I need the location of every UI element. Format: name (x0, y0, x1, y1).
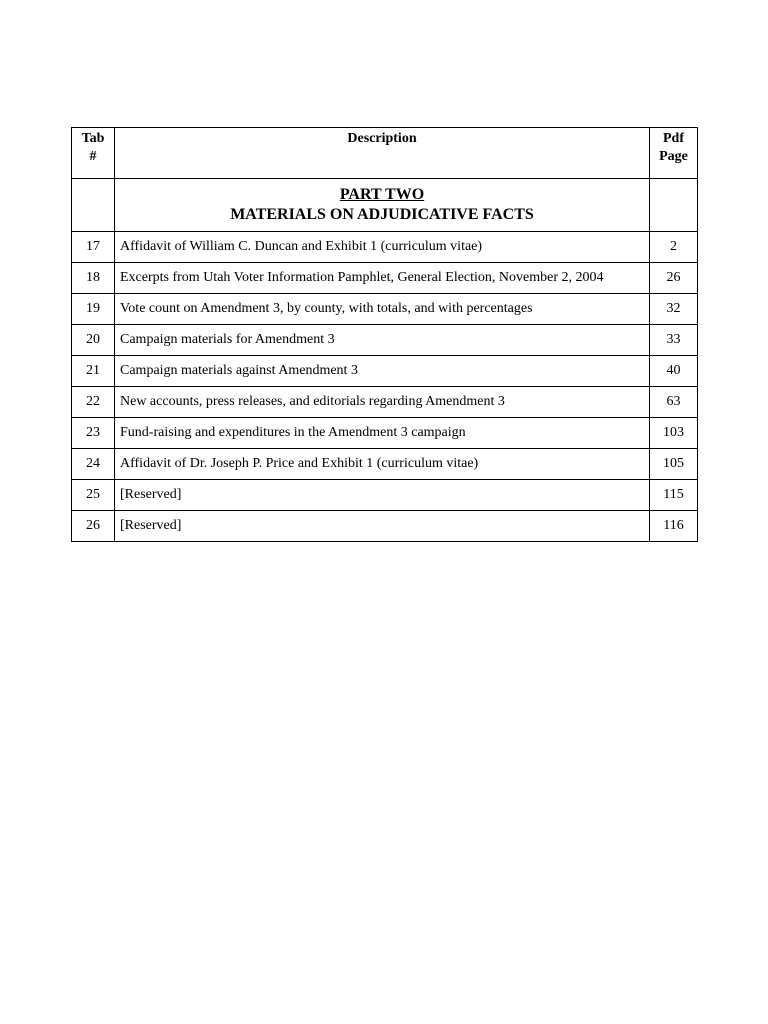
table-row (72, 387, 698, 418)
description-text: Fund-raising and expenditures in the Amendment 3 campaign (115, 418, 650, 449)
pdf-page-number: 33 (650, 325, 698, 356)
pdf-page-number: 40 (650, 356, 698, 387)
header-row (72, 128, 698, 179)
table-row (72, 449, 698, 480)
description-text: Affidavit of Dr. Joseph P. Price and Exhibit 1 (curriculum vitae) (115, 449, 650, 480)
description-text: Campaign materials against Amendment 3 (115, 356, 650, 387)
tab-number: 22 (72, 387, 115, 418)
pdf-page-number: 26 (650, 263, 698, 294)
tab-number: 23 (72, 418, 115, 449)
description-column-header: Description (115, 128, 650, 179)
tab-number: 21 (72, 356, 115, 387)
tab-number: 19 (72, 294, 115, 325)
table-row (72, 294, 698, 325)
table-row (72, 263, 698, 294)
description-text: [Reserved] (115, 511, 650, 542)
pdf-page-number: 105 (650, 449, 698, 480)
tab-column-header: Tab # (72, 128, 115, 179)
table-row (72, 511, 698, 542)
section-page-cell (650, 179, 698, 232)
tab-number: 18 (72, 263, 115, 294)
table-row (72, 325, 698, 356)
pdf-page-number: 63 (650, 387, 698, 418)
pdf-page-number: 116 (650, 511, 698, 542)
description-text: Campaign materials for Amendment 3 (115, 325, 650, 356)
section-title: MATERIALS ON ADJUDICATIVE FACTS (230, 206, 534, 223)
tab-number: 25 (72, 480, 115, 511)
page-column-header: Pdf Page (650, 128, 698, 179)
description-text: New accounts, press releases, and editorials regarding Amendment 3 (115, 387, 650, 418)
tab-number: 24 (72, 449, 115, 480)
pdf-page-number: 32 (650, 294, 698, 325)
description-text: [Reserved] (115, 480, 650, 511)
table-row (72, 480, 698, 511)
tab-number: 17 (72, 232, 115, 263)
table-of-contents (71, 127, 698, 542)
description-text: Vote count on Amendment 3, by county, with totals, and with percentages (115, 294, 650, 325)
section-part-label: PART TWO (339, 186, 425, 203)
section-tab-cell (72, 179, 115, 232)
section-title-cell (115, 179, 650, 232)
section-header-row (72, 179, 698, 232)
table-row (72, 418, 698, 449)
table-row (72, 356, 698, 387)
tab-number: 20 (72, 325, 115, 356)
pdf-page-number: 103 (650, 418, 698, 449)
table-row (72, 232, 698, 263)
description-text: Affidavit of William C. Duncan and Exhibit 1 (curriculum vitae) (115, 232, 650, 263)
pdf-page-number: 2 (650, 232, 698, 263)
pdf-page-number: 115 (650, 480, 698, 511)
tab-number: 26 (72, 511, 115, 542)
description-text: Excerpts from Utah Voter Information Pamphlet, General Election, November 2, 2004 (115, 263, 650, 294)
